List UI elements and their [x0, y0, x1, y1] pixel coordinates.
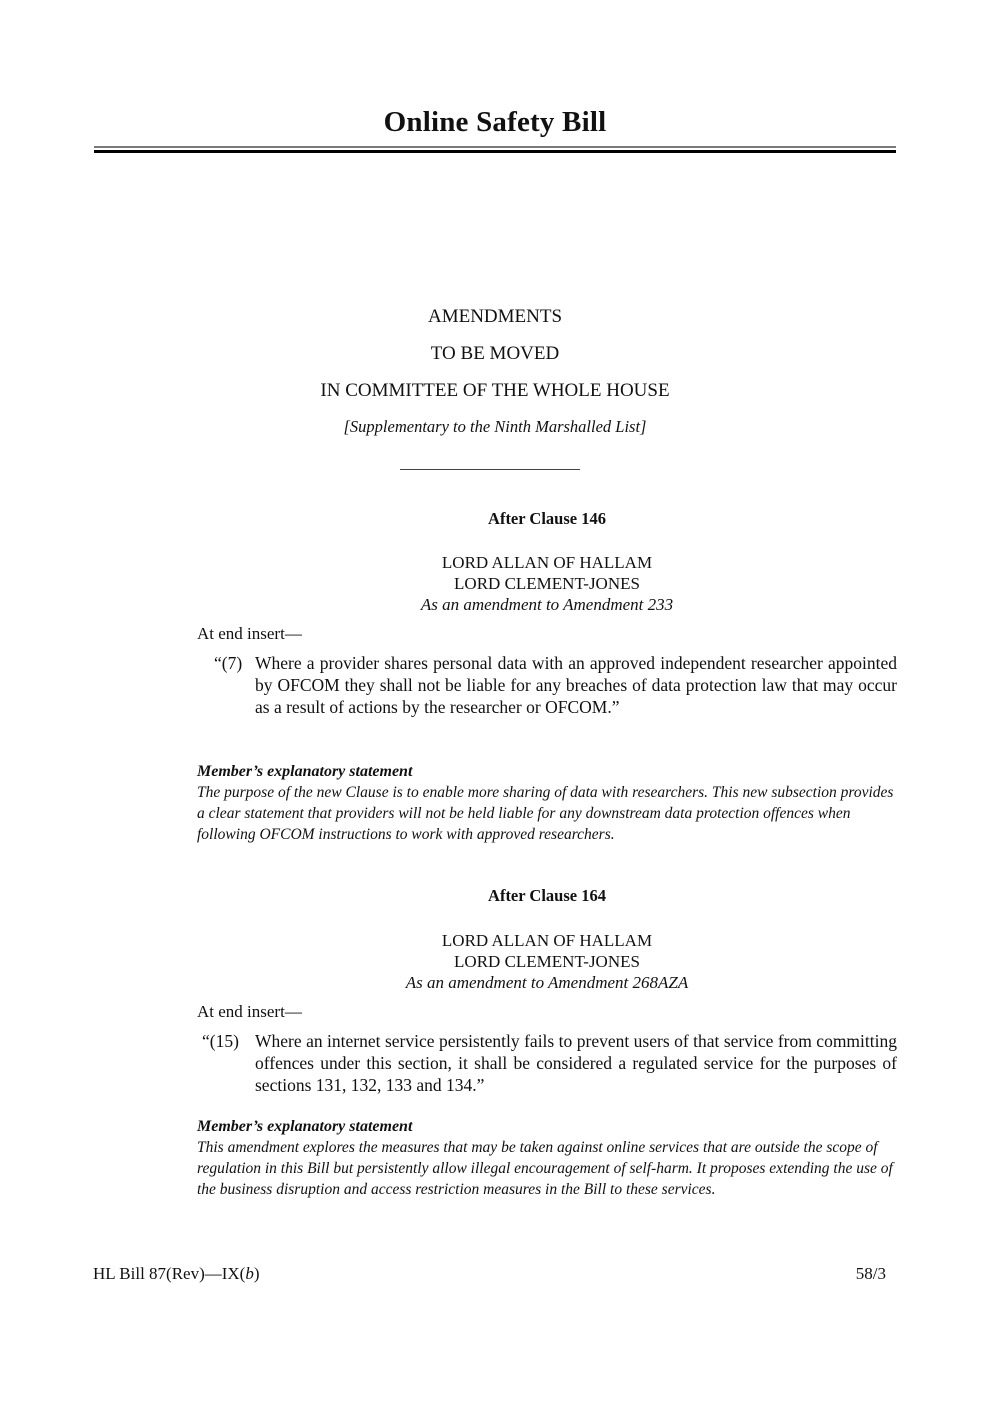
amendment-text — [197, 652, 897, 718]
document-title: Online Safety Bill — [383, 106, 607, 138]
amendment-body: Where a provider shares personal data with an approved independent researcher appointed by OFCOM they shall not be liable for any breaches of data protection law that may occur as a result of actions by the researcher or OFCOM.” — [255, 653, 897, 717]
amendment-reference: As an amendment to Amendment 233 — [420, 595, 674, 614]
insert-instruction: At end insert— — [197, 624, 302, 643]
member-name: LORD ALLAN OF HALLAM — [441, 553, 653, 572]
heading-line-3: IN COMMITTEE OF THE WHOLE HOUSE — [320, 380, 670, 401]
clause-heading: After Clause 164 — [488, 886, 606, 905]
member-name: LORD CLEMENT-JONES — [454, 574, 640, 593]
heading-line-2: TO BE MOVED — [430, 343, 560, 364]
bill-ref-suffix: ) — [253, 1264, 260, 1283]
heading-line-1: AMENDMENTS — [427, 306, 563, 327]
section-separator — [400, 469, 580, 470]
explanatory-statement — [197, 761, 897, 845]
subsection-number: “(15) — [202, 1031, 239, 1051]
bill-ref-italic: b — [245, 1264, 254, 1283]
bill-ref-prefix: HL Bill 87(Rev)—IX( — [93, 1264, 246, 1283]
explanatory-title: Member’s explanatory statement — [197, 763, 413, 780]
amendment-reference: As an amendment to Amendment 268AZA — [405, 973, 689, 992]
amendment-text — [197, 1030, 897, 1096]
insert-instruction: At end insert— — [197, 1002, 302, 1021]
explanatory-text: The purpose of the new Clause is to enable more sharing of data with researchers. This new subsection provides a clear statement that providers will not be held liable for any downstream data protection offences when following OFCOM instructions to work with approved researchers. — [197, 784, 894, 843]
heading-subtitle: [Supplementary to the Ninth Marshalled List] — [343, 417, 647, 436]
title-rule-thin — [94, 146, 896, 148]
member-name: LORD ALLAN OF HALLAM — [441, 931, 653, 950]
clause-heading: After Clause 146 — [488, 509, 606, 528]
subsection-number: “(7) — [214, 653, 243, 673]
explanatory-statement — [197, 1116, 897, 1200]
page-reference: 58/3 — [855, 1264, 886, 1283]
explanatory-title: Member’s explanatory statement — [197, 1118, 413, 1135]
member-name: LORD CLEMENT-JONES — [454, 952, 640, 971]
explanatory-text: This amendment explores the measures that may be taken against online services that are outside the scope of regulation in this Bill but persistently allow illegal encouragement of self-harm. It proposes extending the use of the business disruption and access restriction measures in the Bill to these services. — [197, 1139, 893, 1198]
title-rule-thick — [94, 150, 896, 153]
amendment-body: Where an internet service persistently fails to prevent users of that service from committing offences under this section, it shall be considered a regulated service for the purposes of sections 131, 132, 133 and 134.” — [255, 1031, 897, 1095]
bill-reference — [93, 1264, 260, 1284]
